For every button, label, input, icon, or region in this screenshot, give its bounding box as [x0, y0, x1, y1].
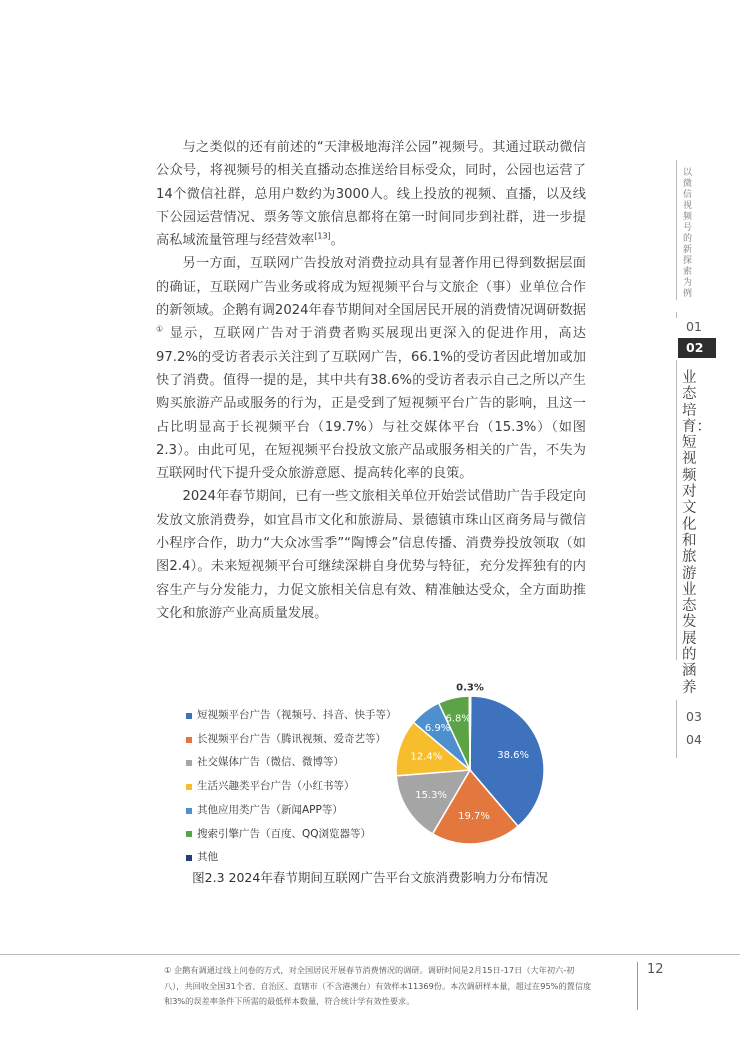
pie-slice-label: 6.8%: [445, 713, 471, 725]
legend-label: 社交媒体广告（微信、微博等）: [197, 756, 344, 769]
reference-mark[interactable]: [13]: [314, 231, 331, 241]
sidebar-rule-bottom: [676, 700, 677, 758]
paragraph-1-text: 与之类似的还有前述的“天津极地海洋公园”视频号。其通过联动微信公众号，将视频号的相关直播动态推送给目标受众，同时，公园也运营了14个微信社群，总用户数约为3000人。线上投放的视频、直播，以及线下公园运营情况、票务等文旅信息都将在第一时间同步到社群，进一步提高私域流量管理与经营效率: [156, 140, 586, 249]
pie-slice: [469, 696, 470, 770]
paragraph-2-text-b: 显示，互联网广告对于消费者购买展现出更深入的促进作用，高达97.2%的受访者表示关注到了互联网广告，66.1%的受访者因此增加或加快了消费。值得一提的是，其中共有38.6%的受访者表示自己之所以产生购买旅游产品或服务的行为，正是受到了短视频平台广告的影响，且这一占比明显高于长视频平台（19.7%）与社交媒体平台（15.3%）（如图2.3）。由此可见，在短视频平台投放文旅产品或服务相关的广告，不失为互联网时代下提升受众旅游意愿、提高转化率的良策。: [156, 326, 586, 482]
legend-label: 生活兴趣类平台广告（小红书等）: [197, 780, 355, 793]
legend-item: [186, 775, 397, 799]
body-text: [156, 136, 586, 625]
paragraph-2: [156, 252, 586, 485]
legend-item: [186, 751, 397, 775]
legend-label: 搜索引擎广告（百度、QQ浏览器等）: [197, 827, 372, 840]
legend-label: 长视频平台广告（腾讯视频、爱奇艺等）: [197, 732, 386, 745]
legend-swatch: [186, 737, 192, 743]
legend-swatch: [186, 831, 192, 837]
pie-slice-label: 15.3%: [415, 789, 447, 801]
paragraph-3-text: 2024年春节期间，已有一些文旅相关单位开始尝试借助广告手段定向发放文旅消费券，如宜昌市文化和旅游局、景德镇市珠山区商务局与微信小程序合作，助力“大众冰雪季”“陶博会”信息传播、消费券投放领取（如图2.4）。未来短视频平台可继续深耕自身优势与特征，充分发挥独有的内容生产与分发能力，力促文旅相关信息有效、精准触达受众，全方面助推文化和旅游产业高质量发展。: [156, 489, 586, 621]
pie-slice-label: 19.7%: [458, 811, 490, 823]
sidebar-rule-top: [676, 160, 677, 300]
paragraph-3: [156, 485, 586, 625]
legend-swatch: [186, 713, 192, 719]
legend-item: [186, 728, 397, 752]
sidebar-chapter-04[interactable]: 04: [686, 732, 702, 747]
legend-swatch: [186, 808, 192, 814]
paragraph-2-text-a: 另一方面，互联网广告投放对消费拉动具有显著作用已得到数据层面的确证，互联网广告业务或将成为短视频平台与文旅企（事）业单位合作的新领域。企鹅有调2024年春节期间对全国居民开展的消费情况调研数据: [156, 256, 586, 319]
legend-item: [186, 799, 397, 823]
legend-item: [186, 823, 397, 847]
sidebar-subtitle: 以微信视频号的新探索为例: [683, 168, 693, 299]
footnote: ① 企鹅有调通过线上问卷的方式，对全国居民开展春节消费情况的调研。调研时间是2月15日-17日（大年初六-初八），共回收全国31个省、自治区、直辖市（不含港澳台）有效样本11369份。本次调研样本量，超过在95%的置信度和3%的误差率条件下所需的最低样本数量，符合统计学有效性要求。: [164, 965, 592, 1006]
page-number: 12: [647, 962, 664, 977]
chart-legend: [186, 704, 397, 870]
pie-slice-label: 0.3%: [456, 682, 484, 694]
paragraph-1-end: 。: [330, 233, 344, 249]
legend-label: 其他应用类广告（新闻APP等）: [197, 803, 343, 816]
footer-rule: [0, 954, 740, 955]
paragraph-1: [156, 136, 586, 252]
legend-swatch: [186, 760, 192, 766]
sidebar-rule-01: [676, 312, 677, 318]
legend-swatch: [186, 855, 192, 861]
legend-label: 短视频平台广告（视频号、抖音、快手等）: [197, 709, 397, 721]
sidebar-chapter-03[interactable]: 03: [686, 709, 702, 724]
pie-slice-label: 6.9%: [424, 723, 451, 735]
sidebar-rule-title: [676, 360, 677, 660]
pie-slice-label: 12.4%: [410, 751, 443, 763]
legend-item: [186, 704, 397, 728]
pie-slice-label: 38.6%: [497, 749, 530, 761]
pie-chart: [380, 680, 560, 860]
sidebar-chapter-01[interactable]: 01: [686, 319, 702, 334]
page-number-separator: [637, 962, 638, 1010]
legend-label: 其他: [197, 851, 218, 864]
figure-caption: 图2.3 2024年春节期间互联网广告平台文旅消费影响力分布情况: [192, 870, 548, 885]
sidebar-chapter-02[interactable]: 02: [678, 338, 716, 358]
sidebar-chapter-title: 业态培育：短视频对文化和旅游业态发展的涵养: [682, 370, 711, 696]
footnote-mark[interactable]: ①: [156, 324, 165, 334]
legend-item: [186, 846, 397, 870]
legend-swatch: [186, 784, 192, 790]
